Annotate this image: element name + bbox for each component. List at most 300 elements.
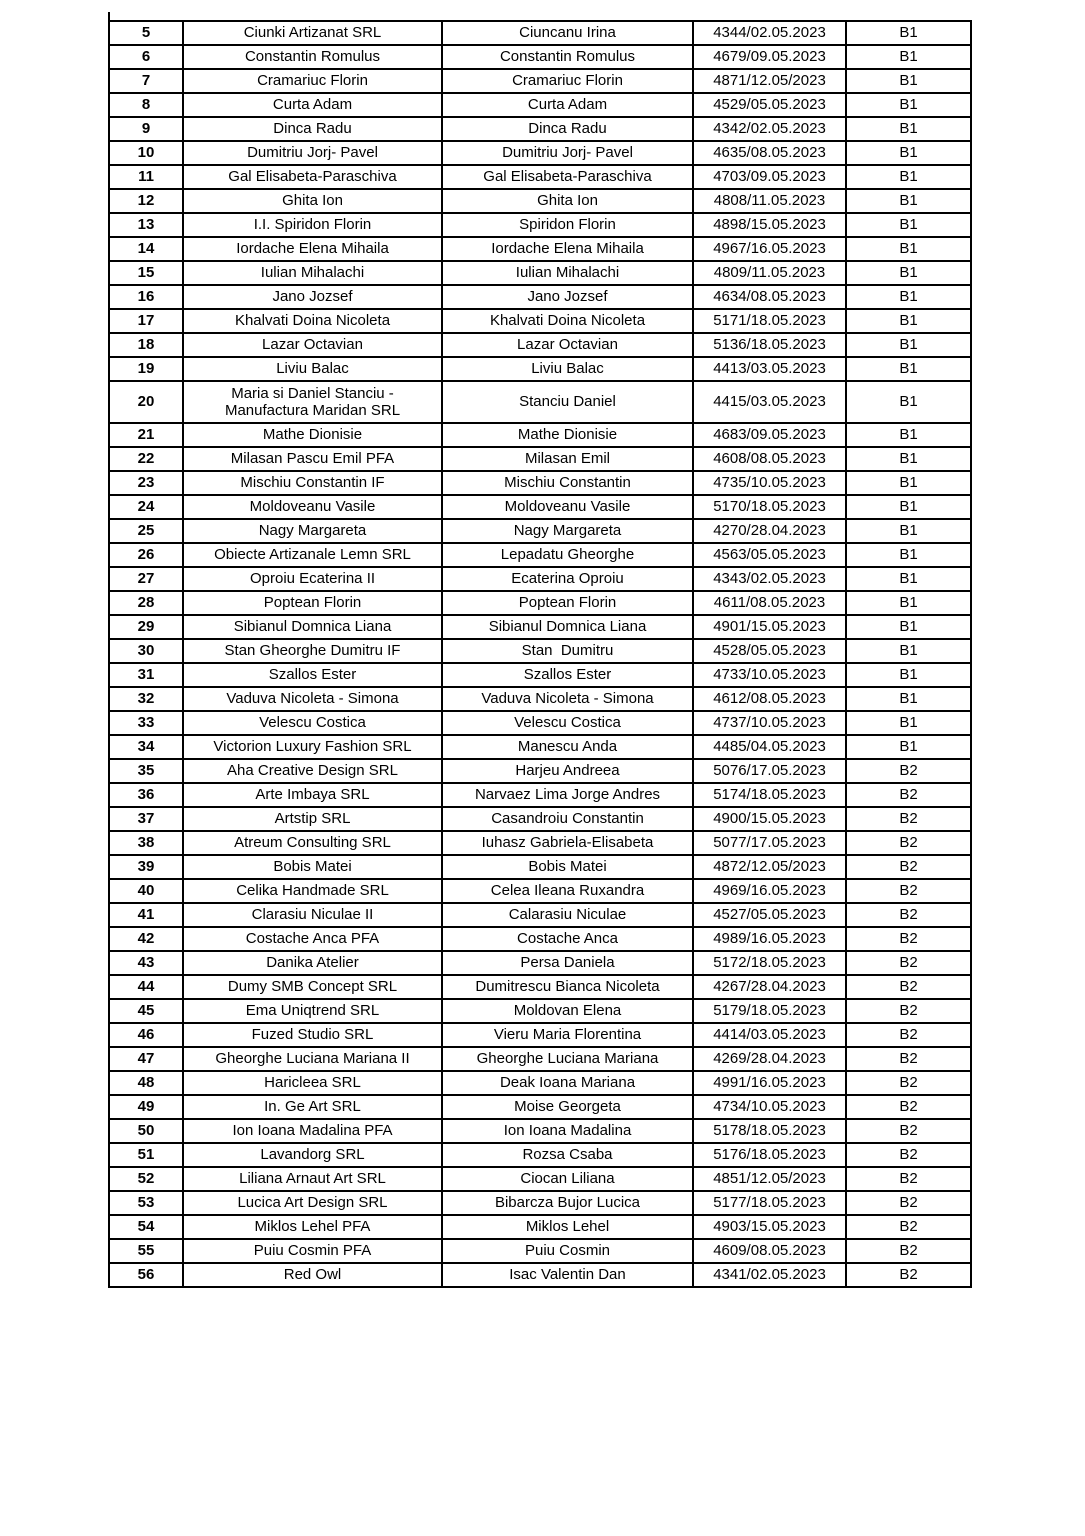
representative-name-cell: Liviu Balac [442,357,693,381]
representative-name-cell: Manescu Anda [442,735,693,759]
applicant-name-cell: Liliana Arnaut Art SRL [183,1167,442,1191]
representative-name-cell: Mischiu Constantin [442,471,693,495]
table-row [109,999,971,1023]
category-cell: B1 [846,495,971,519]
applicant-name-cell: Mischiu Constantin IF [183,471,442,495]
row-number-cell: 6 [109,45,183,69]
representative-name-cell: Khalvati Doina Nicoleta [442,309,693,333]
registration-number-cell: 4611/08.05.2023 [693,591,846,615]
row-number-cell: 8 [109,93,183,117]
category-cell: B1 [846,735,971,759]
row-number-cell: 38 [109,831,183,855]
representative-name-cell: Costache Anca [442,927,693,951]
representative-name-cell: Curta Adam [442,93,693,117]
table-row [109,591,971,615]
row-number-cell: 34 [109,735,183,759]
category-cell: B1 [846,615,971,639]
row-number-cell: 25 [109,519,183,543]
table-row [109,93,971,117]
row-number-cell: 22 [109,447,183,471]
table-row [109,783,971,807]
row-number-cell: 18 [109,333,183,357]
category-cell: B2 [846,1071,971,1095]
applicant-name-cell: Gal Elisabeta-Paraschiva [183,165,442,189]
representative-name-cell: Iordache Elena Mihaila [442,237,693,261]
category-cell: B1 [846,423,971,447]
category-cell: B2 [846,903,971,927]
representative-name-cell: Deak Ioana Mariana [442,1071,693,1095]
registration-number-cell: 4989/16.05.2023 [693,927,846,951]
applicant-name-cell: Red Owl [183,1263,442,1287]
representative-name-cell: Vieru Maria Florentina [442,1023,693,1047]
registration-number-cell: 4679/09.05.2023 [693,45,846,69]
row-number-cell: 31 [109,663,183,687]
row-number-cell: 30 [109,639,183,663]
applicant-name-cell: Haricleea SRL [183,1071,442,1095]
category-cell: B1 [846,471,971,495]
row-number-cell: 21 [109,423,183,447]
row-number-cell: 44 [109,975,183,999]
table-row [109,615,971,639]
category-cell: B2 [846,951,971,975]
applicant-name-cell: I.I. Spiridon Florin [183,213,442,237]
category-cell: B1 [846,45,971,69]
representative-name-cell: Poptean Florin [442,591,693,615]
table-row [109,1215,971,1239]
row-number-cell: 51 [109,1143,183,1167]
representative-name-cell: Milasan Emil [442,447,693,471]
registration-number-cell: 5077/17.05.2023 [693,831,846,855]
representative-name-cell: Velescu Costica [442,711,693,735]
row-number-cell: 32 [109,687,183,711]
row-number-cell: 36 [109,783,183,807]
row-number-cell: 46 [109,1023,183,1047]
row-number-cell: 54 [109,1215,183,1239]
applicant-name-cell: Arte Imbaya SRL [183,783,442,807]
category-cell: B2 [846,759,971,783]
applicant-name-cell: Clarasiu Niculae II [183,903,442,927]
registration-number-cell: 4901/15.05.2023 [693,615,846,639]
row-number-cell: 7 [109,69,183,93]
applicant-name-cell: Bobis Matei [183,855,442,879]
representative-name-cell: Jano Jozsef [442,285,693,309]
table-row [109,807,971,831]
row-number-cell: 10 [109,141,183,165]
table-row [109,141,971,165]
applicant-name-cell: Obiecte Artizanale Lemn SRL [183,543,442,567]
table-row [109,423,971,447]
registration-number-cell: 5179/18.05.2023 [693,999,846,1023]
table-row [109,663,971,687]
representative-name-cell: Rozsa Csaba [442,1143,693,1167]
table-row [109,567,971,591]
row-number-cell: 11 [109,165,183,189]
category-cell: B1 [846,165,971,189]
registration-number-cell: 4733/10.05.2023 [693,663,846,687]
row-number-cell: 27 [109,567,183,591]
registration-number-cell: 4269/28.04.2023 [693,1047,846,1071]
applicant-name-cell: Aha Creative Design SRL [183,759,442,783]
registration-number-cell: 4267/28.04.2023 [693,975,846,999]
row-number-cell: 13 [109,213,183,237]
row-number-cell: 55 [109,1239,183,1263]
representative-name-cell: Calarasiu Niculae [442,903,693,927]
applicant-name-cell: Puiu Cosmin PFA [183,1239,442,1263]
table-row [109,357,971,381]
table-row [109,639,971,663]
category-cell: B1 [846,567,971,591]
category-cell: B2 [846,1167,971,1191]
registration-number-cell: 4734/10.05.2023 [693,1095,846,1119]
applicant-name-cell: Velescu Costica [183,711,442,735]
registration-number-cell: 4341/02.05.2023 [693,1263,846,1287]
table-row [109,903,971,927]
registration-number-cell: 5136/18.05.2023 [693,333,846,357]
representative-name-cell: Casandroiu Constantin [442,807,693,831]
table-row [109,735,971,759]
table-row [109,855,971,879]
row-number-cell: 14 [109,237,183,261]
category-cell: B1 [846,711,971,735]
registration-number-cell: 4900/15.05.2023 [693,807,846,831]
representative-name-cell: Dumitriu Jorj- Pavel [442,141,693,165]
category-cell: B2 [846,783,971,807]
representative-name-cell: Vaduva Nicoleta - Simona [442,687,693,711]
category-cell: B2 [846,1239,971,1263]
applicant-name-cell: Costache Anca PFA [183,927,442,951]
table-row [109,381,971,423]
registration-number-cell: 4609/08.05.2023 [693,1239,846,1263]
row-number-cell: 16 [109,285,183,309]
applicant-name-cell: Iulian Mihalachi [183,261,442,285]
category-cell: B2 [846,831,971,855]
representative-name-cell: Celea Ileana Ruxandra [442,879,693,903]
registration-number-cell: 4991/16.05.2023 [693,1071,846,1095]
representative-name-cell: Cramariuc Florin [442,69,693,93]
representative-name-cell: Moldoveanu Vasile [442,495,693,519]
applicant-name-cell: Constantin Romulus [183,45,442,69]
table-row [109,189,971,213]
category-cell: B2 [846,1143,971,1167]
row-number-cell: 37 [109,807,183,831]
representative-name-cell: Ciocan Liliana [442,1167,693,1191]
category-cell: B1 [846,237,971,261]
table-row [109,165,971,189]
row-number-cell: 20 [109,381,183,423]
category-cell: B2 [846,975,971,999]
row-number-cell: 56 [109,1263,183,1287]
table-row [109,1191,971,1215]
category-cell: B1 [846,309,971,333]
representative-name-cell: Szallos Ester [442,663,693,687]
category-cell: B2 [846,807,971,831]
applicant-name-cell: Stan Gheorghe Dumitru IF [183,639,442,663]
representative-name-cell: Iuhasz Gabriela-Elisabeta [442,831,693,855]
category-cell: B1 [846,591,971,615]
applicant-name-cell: Dumy SMB Concept SRL [183,975,442,999]
registration-number-cell: 4342/02.05.2023 [693,117,846,141]
registration-number-cell: 4414/03.05.2023 [693,1023,846,1047]
table-row [109,45,971,69]
table-row [109,1119,971,1143]
table-row [109,237,971,261]
table-row [109,1023,971,1047]
row-number-cell: 42 [109,927,183,951]
category-cell: B1 [846,213,971,237]
row-number-cell: 15 [109,261,183,285]
category-cell: B1 [846,519,971,543]
category-cell: B1 [846,381,971,423]
category-cell: B1 [846,261,971,285]
category-cell: B2 [846,927,971,951]
registration-number-cell: 4529/05.05.2023 [693,93,846,117]
row-number-cell: 12 [109,189,183,213]
applicant-name-cell: Moldoveanu Vasile [183,495,442,519]
applicant-name-cell: Ion Ioana Madalina PFA [183,1119,442,1143]
registration-number-cell: 4612/08.05.2023 [693,687,846,711]
category-cell: B1 [846,93,971,117]
row-number-cell: 53 [109,1191,183,1215]
representative-name-cell: Spiridon Florin [442,213,693,237]
category-cell: B2 [846,1191,971,1215]
row-number-cell: 49 [109,1095,183,1119]
registration-number-cell: 4413/03.05.2023 [693,357,846,381]
applicant-name-cell: Cramariuc Florin [183,69,442,93]
table-row [109,975,971,999]
row-number-cell: 19 [109,357,183,381]
registration-number-cell: 4967/16.05.2023 [693,237,846,261]
registration-number-cell: 4737/10.05.2023 [693,711,846,735]
applicant-name-cell: Lavandorg SRL [183,1143,442,1167]
row-number-cell: 26 [109,543,183,567]
category-cell: B1 [846,69,971,93]
registration-number-cell: 5177/18.05.2023 [693,1191,846,1215]
category-cell: B2 [846,855,971,879]
row-number-cell: 33 [109,711,183,735]
table-row [109,1143,971,1167]
row-number-cell: 39 [109,855,183,879]
category-cell: B1 [846,447,971,471]
representative-name-cell: Persa Daniela [442,951,693,975]
registration-number-cell: 4703/09.05.2023 [693,165,846,189]
representative-name-cell: Dumitrescu Bianca Nicoleta [442,975,693,999]
applicant-name-cell: Fuzed Studio SRL [183,1023,442,1047]
registration-number-cell: 4898/15.05.2023 [693,213,846,237]
registration-number-cell: 4485/04.05.2023 [693,735,846,759]
row-number-cell: 23 [109,471,183,495]
table-row [109,687,971,711]
registration-number-cell: 4903/15.05.2023 [693,1215,846,1239]
category-cell: B1 [846,141,971,165]
representative-name-cell: Ciuncanu Irina [442,21,693,45]
representative-name-cell: Ion Ioana Madalina [442,1119,693,1143]
category-cell: B1 [846,663,971,687]
category-cell: B1 [846,687,971,711]
table-row [109,831,971,855]
representative-name-cell: Puiu Cosmin [442,1239,693,1263]
category-cell: B2 [846,1095,971,1119]
row-number-cell: 35 [109,759,183,783]
registration-number-cell: 5170/18.05.2023 [693,495,846,519]
category-cell: B2 [846,1047,971,1071]
category-cell: B2 [846,1023,971,1047]
applicant-name-cell: Miklos Lehel PFA [183,1215,442,1239]
applicant-name-cell: Milasan Pascu Emil PFA [183,447,442,471]
representative-name-cell: Miklos Lehel [442,1215,693,1239]
category-cell: B1 [846,285,971,309]
table-row [109,285,971,309]
applicant-name-cell: Nagy Margareta [183,519,442,543]
applicant-name-cell: Dumitriu Jorj- Pavel [183,141,442,165]
table-row [109,261,971,285]
applicant-name-cell: Ciunki Artizanat SRL [183,21,442,45]
applicant-name-cell: Iordache Elena Mihaila [183,237,442,261]
registration-number-cell: 4809/11.05.2023 [693,261,846,285]
row-number-cell: 50 [109,1119,183,1143]
representative-name-cell: Constantin Romulus [442,45,693,69]
registration-number-cell: 5172/18.05.2023 [693,951,846,975]
table-row [109,543,971,567]
applicant-name-cell: Poptean Florin [183,591,442,615]
registration-number-cell: 5171/18.05.2023 [693,309,846,333]
table-row [109,309,971,333]
representative-name-cell: Dinca Radu [442,117,693,141]
registration-number-cell: 4270/28.04.2023 [693,519,846,543]
registration-number-cell: 4634/08.05.2023 [693,285,846,309]
representative-name-cell: Bobis Matei [442,855,693,879]
table-row [109,951,971,975]
representative-name-cell: Mathe Dionisie [442,423,693,447]
table-row [109,471,971,495]
category-cell: B1 [846,639,971,663]
row-number-cell: 29 [109,615,183,639]
category-cell: B2 [846,1215,971,1239]
registration-number-cell: 4851/12.05/2023 [693,1167,846,1191]
row-number-cell: 28 [109,591,183,615]
table-row [109,21,971,45]
registration-number-cell: 4344/02.05.2023 [693,21,846,45]
applicant-name-cell: Dinca Radu [183,117,442,141]
table-row [109,759,971,783]
registration-number-cell: 5076/17.05.2023 [693,759,846,783]
registration-number-cell: 4683/09.05.2023 [693,423,846,447]
category-cell: B1 [846,189,971,213]
table-row [109,519,971,543]
representative-name-cell: Gal Elisabeta-Paraschiva [442,165,693,189]
row-number-cell: 9 [109,117,183,141]
registration-number-cell: 5174/18.05.2023 [693,783,846,807]
table-row [109,1167,971,1191]
table-row [109,447,971,471]
applicant-name-cell: Szallos Ester [183,663,442,687]
applicant-name-cell: Khalvati Doina Nicoleta [183,309,442,333]
row-number-cell: 17 [109,309,183,333]
applicant-name-cell: Ghita Ion [183,189,442,213]
table-row [109,117,971,141]
applicant-name-cell: Gheorghe Luciana Mariana II [183,1047,442,1071]
table-row [109,213,971,237]
representative-name-cell: Lepadatu Gheorghe [442,543,693,567]
row-number-cell: 52 [109,1167,183,1191]
row-number-cell: 24 [109,495,183,519]
representative-name-cell: Narvaez Lima Jorge Andres [442,783,693,807]
representative-name-cell: Nagy Margareta [442,519,693,543]
table-row [109,495,971,519]
applicant-name-cell: Ema Uniqtrend SRL [183,999,442,1023]
table-row [109,1095,971,1119]
registration-number-cell: 5178/18.05.2023 [693,1119,846,1143]
table-row [109,1071,971,1095]
representative-name-cell: Iulian Mihalachi [442,261,693,285]
registration-number-cell: 4735/10.05.2023 [693,471,846,495]
registration-number-cell: 4608/08.05.2023 [693,447,846,471]
registration-number-cell: 4871/12.05/2023 [693,69,846,93]
table-row [109,879,971,903]
representative-name-cell: Ecaterina Oproiu [442,567,693,591]
category-cell: B1 [846,357,971,381]
applicant-name-cell: Mathe Dionisie [183,423,442,447]
table-row [109,1239,971,1263]
applicant-name-cell: Jano Jozsef [183,285,442,309]
table-row [109,69,971,93]
registration-number-cell: 4808/11.05.2023 [693,189,846,213]
registration-number-cell: 4527/05.05.2023 [693,903,846,927]
representative-name-cell: Moldovan Elena [442,999,693,1023]
representative-name-cell: Stanciu Daniel [442,381,693,423]
applicant-name-cell: Celika Handmade SRL [183,879,442,903]
representative-name-cell: Gheorghe Luciana Mariana [442,1047,693,1071]
registration-number-cell: 4415/03.05.2023 [693,381,846,423]
applicant-name-cell: Danika Atelier [183,951,442,975]
table-row [109,333,971,357]
category-cell: B2 [846,1119,971,1143]
representative-name-cell: Bibarcza Bujor Lucica [442,1191,693,1215]
applicant-name-cell: Lazar Octavian [183,333,442,357]
registration-number-cell: 4635/08.05.2023 [693,141,846,165]
category-cell: B1 [846,333,971,357]
row-number-cell: 5 [109,21,183,45]
row-number-cell: 43 [109,951,183,975]
applicant-name-cell: Victorion Luxury Fashion SRL [183,735,442,759]
table-row [109,1263,971,1287]
representative-name-cell: Lazar Octavian [442,333,693,357]
representative-name-cell: Ghita Ion [442,189,693,213]
table-row [109,1047,971,1071]
applicant-name-cell: Liviu Balac [183,357,442,381]
row-number-cell: 48 [109,1071,183,1095]
applicant-name-cell: Lucica Art Design SRL [183,1191,442,1215]
row-number-cell: 41 [109,903,183,927]
applicant-name-cell: Vaduva Nicoleta - Simona [183,687,442,711]
representative-name-cell: Harjeu Andreea [442,759,693,783]
applicant-name-cell: Atreum Consulting SRL [183,831,442,855]
applicant-name-cell: Maria si Daniel Stanciu - Manufactura Maridan SRL [183,381,442,423]
table-row [109,711,971,735]
category-cell: B1 [846,543,971,567]
representative-name-cell: Stan Dumitru [442,639,693,663]
registration-number-cell: 4528/05.05.2023 [693,639,846,663]
category-cell: B1 [846,21,971,45]
representative-name-cell: Isac Valentin Dan [442,1263,693,1287]
registry-table [108,20,972,1288]
applicant-name-cell: Curta Adam [183,93,442,117]
category-cell: B2 [846,879,971,903]
applicant-name-cell: Sibianul Domnica Liana [183,615,442,639]
registration-number-cell: 4969/16.05.2023 [693,879,846,903]
category-cell: B1 [846,117,971,141]
registration-number-cell: 4343/02.05.2023 [693,567,846,591]
category-cell: B2 [846,999,971,1023]
